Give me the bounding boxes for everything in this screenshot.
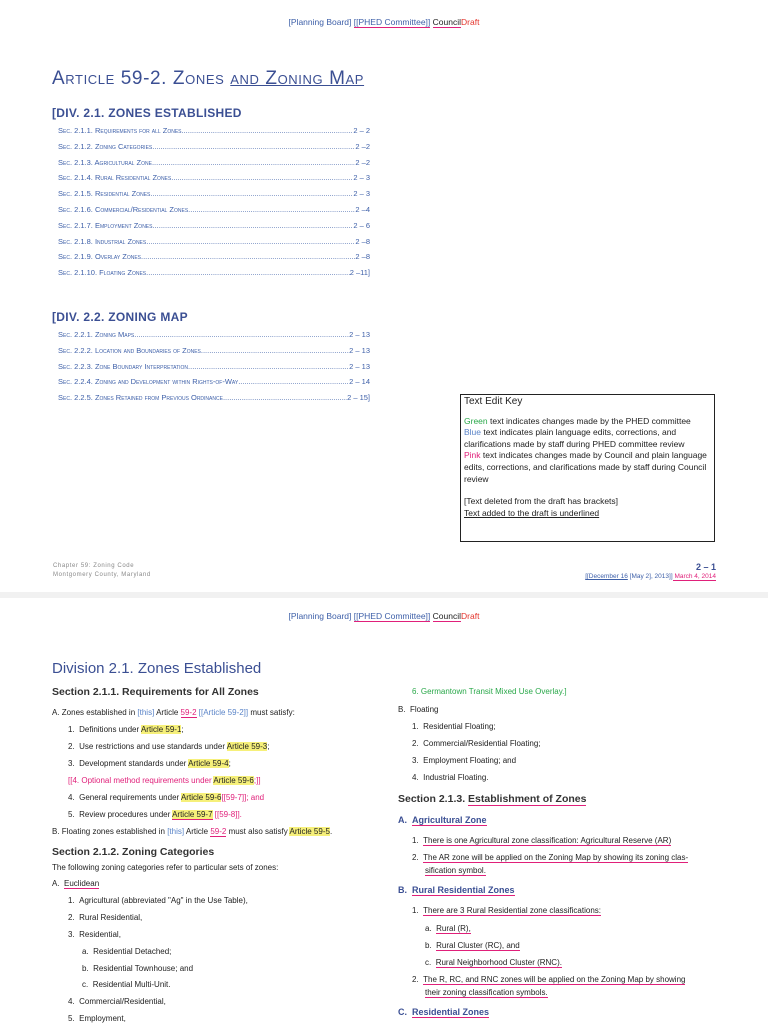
s213-title: Establishment of Zones	[468, 793, 587, 805]
toc-entry[interactable]	[58, 158, 370, 167]
rr2-text-a: The R, RC, and RNC zones will be applied on the Zoning Map by showing	[423, 975, 686, 984]
euclidean-item	[52, 879, 99, 888]
toc-entry-page: 2 – 13	[349, 361, 370, 371]
toc-entry-page: 2 – 13	[349, 330, 370, 339]
phed-committee-label: [[PHED Committee]]	[353, 17, 431, 27]
toc-entry-page: 2 – 3	[353, 189, 370, 199]
agricultural-zone-heading	[398, 815, 487, 825]
article-title	[52, 68, 364, 90]
category-item	[68, 913, 142, 922]
toc-leader-dots	[152, 158, 355, 167]
toc-leader-dots	[146, 237, 355, 246]
toc-entry[interactable]	[58, 393, 370, 402]
rr-subitem	[425, 924, 471, 933]
item-number: 3.	[412, 756, 419, 765]
section-2-1-2-heading: Section 2.1.2. Zoning Categories	[52, 846, 215, 858]
footer-chapter: Chapter 59: Zoning Code	[53, 563, 135, 569]
division-title: Division 2.1. Zones Established	[52, 660, 262, 677]
floating-subitem	[412, 722, 496, 731]
residential-subitem	[82, 964, 193, 973]
toc-entry-page: 2 – 15]	[347, 393, 370, 403]
toc-entry-label: Sec. 2.1.5. Residential Zones	[58, 189, 151, 199]
page-separator	[0, 592, 768, 598]
item-text: Rural (R),	[436, 924, 471, 933]
rr-item-2-cont	[425, 988, 548, 997]
rr-item-1: 1. There are 3 Rural Residential zone classifications:	[412, 906, 601, 915]
item-number: 2.	[412, 739, 419, 748]
toc-entry[interactable]	[58, 346, 370, 355]
category-item	[68, 997, 166, 1006]
page2-header	[0, 611, 768, 621]
key-pink-text: text indicates changes made by Council and plain language edits, corrections, and clarifications made by staff during Council review	[464, 450, 707, 484]
cat4-text: Commercial/Residential,	[79, 997, 166, 1006]
toc-entry-label: Sec. 2.1.4. Rural Residential Zones	[58, 173, 172, 183]
rz-label: Residential Zones	[412, 1007, 490, 1017]
toc-entry-page: 2 – 6	[353, 220, 370, 230]
toc-leader-dots	[188, 362, 349, 371]
item-number: a.	[82, 947, 89, 956]
item-number: 1.	[412, 722, 419, 731]
section-2-1-1-heading: Section 2.1.1. Requirements for All Zones	[52, 686, 259, 698]
rr-label: Rural Residential Zones	[412, 885, 515, 895]
date-may: [May 2], 2013]]	[627, 573, 673, 580]
planning-board-label: [Planning Board]	[288, 17, 352, 27]
rr2-text-b: their zoning classification symbols.	[425, 988, 548, 997]
item-end: ;	[267, 742, 270, 751]
item-number: 1.	[68, 896, 75, 905]
ag2-text-a: The AR zone will be applied on the Zoning Map by showing its zoning clas-	[423, 853, 689, 862]
toc-entry-label: Sec. 2.1.3. Agricultural Zone	[58, 157, 152, 167]
toc-entry[interactable]	[58, 268, 370, 277]
ag-letter: A.	[398, 815, 407, 825]
item-number: 3.	[68, 759, 75, 768]
euclidean-letter: A.	[52, 879, 60, 888]
toc-entry-page: 2 – 3	[353, 173, 370, 183]
a4-opt-ref: Article 59-6	[213, 776, 254, 785]
text-edit-key-box	[460, 394, 715, 542]
item-b-floating	[52, 827, 332, 836]
item-number: 2.	[68, 742, 75, 751]
item-end: ;	[228, 759, 231, 768]
toc-entry-page: 2 –8	[355, 236, 370, 246]
draft-label: Draft	[461, 611, 480, 621]
item-number: 2.	[68, 913, 75, 922]
toc-entry-label: Sec. 2.2.2. Location and Boundaries of Zones	[58, 345, 201, 355]
cat4-num: 4.	[68, 997, 75, 1006]
a-sublist-item	[68, 742, 269, 751]
ag-item-1: 1. There is one Agricultural zone classification: Agricultural Reserve (AR)	[412, 836, 672, 845]
a-sublist-item	[68, 759, 231, 768]
item-text: Definitions under	[79, 725, 141, 734]
a-mid: Article	[154, 708, 181, 717]
a-tail: must satisfy:	[248, 708, 295, 717]
toc-entry-label: Sec. 2.1.1. Requirements for all Zones	[58, 126, 182, 135]
item-number: b.	[82, 963, 89, 973]
toc-entry[interactable]	[58, 173, 370, 182]
toc-entry[interactable]	[58, 362, 370, 371]
toc-entry[interactable]	[58, 205, 370, 214]
council-label: Council	[432, 17, 462, 27]
article-reference: Article 59-4	[188, 759, 229, 768]
toc-leader-dots	[141, 252, 355, 261]
ag-label: Agricultural Zone	[412, 815, 487, 825]
rural-residential-heading	[398, 885, 515, 895]
a-prefix: A. Zones established in	[52, 708, 138, 717]
floating-subitem	[412, 756, 516, 765]
toc-entry-page: 2 –8	[355, 252, 370, 262]
a5-pre: Review procedures under	[79, 810, 173, 819]
a-ref: 59-2	[180, 708, 197, 717]
item-a5	[68, 810, 242, 819]
phed-committee-label: [[PHED Committee]]	[353, 611, 431, 621]
key-blue-text: text indicates plain language edits, corrections, and clarifications made by staff during PHED committee review	[464, 427, 685, 449]
toc-entry-label: Sec. 2.1.8. Industrial Zones	[58, 236, 147, 246]
rz-letter: C.	[398, 1007, 407, 1017]
item-number: 3.	[68, 930, 75, 939]
b-ref: 59-2	[210, 827, 227, 836]
toc-entry-page: 2 – 14	[349, 377, 370, 387]
b-tail: must also satisfy	[226, 827, 290, 836]
item-text: Rural Cluster (RC), and	[436, 941, 520, 950]
item-text: Commercial/Residential Floating;	[423, 739, 541, 748]
toc-entry-label: Sec. 2.2.4. Zoning and Development within Rights-of-Way	[58, 377, 239, 387]
section-2-1-2-intro: The following zoning categories refer to particular sets of zones:	[52, 863, 279, 872]
toc-entry[interactable]	[58, 377, 370, 386]
item-a-zones-established	[52, 708, 295, 717]
toc-entry-page: 2 –4	[355, 205, 370, 214]
item-text: Rural Residential,	[79, 913, 143, 922]
item-number: 4.	[412, 773, 419, 782]
euclidean-label: Euclidean	[64, 879, 100, 888]
item-text: Development standards under	[79, 759, 189, 768]
item-a4-optional	[68, 776, 261, 785]
toc-entry-label: Sec. 2.2.5. Zones Retained from Previous Ordinance	[58, 393, 223, 403]
draft-label: Draft	[461, 17, 480, 27]
toc-entry-label: Sec. 2.1.9. Overlay Zones	[58, 252, 141, 262]
toc-entry-label: Sec. 2.1.10. Floating Zones	[58, 268, 147, 278]
item-number: b.	[425, 941, 432, 950]
toc-leader-dots	[201, 346, 349, 355]
residential-zones-heading	[398, 1007, 489, 1017]
a5-post: [[59-8]].	[212, 810, 242, 819]
toc-entry-page: 2 –2	[355, 141, 370, 151]
a4-opt-end: ;]]	[253, 776, 261, 785]
article-reference: Article 59-1	[140, 725, 182, 734]
item-number: c.	[425, 958, 432, 967]
key-pink-line	[464, 450, 711, 485]
floating-item	[398, 705, 438, 714]
residential-subitem	[82, 980, 171, 989]
key-blue-word: Blue	[464, 427, 482, 438]
ag1-text: There is one Agricultural zone classification: Agricultural Reserve (AR)	[423, 836, 672, 845]
div-2-1-heading: [DIV. 2.1. ZONES ESTABLISHED	[52, 106, 242, 120]
floating-letter: B.	[398, 705, 406, 714]
text-edit-key-title: Text Edit Key	[464, 396, 523, 407]
a5-num: 5.	[68, 810, 75, 819]
item-text: Residential Townhouse; and	[93, 963, 194, 973]
residential-subitem	[82, 947, 171, 956]
floating-label: Floating	[410, 705, 439, 714]
toc-leader-dots	[223, 393, 347, 402]
ag-item-2-cont	[425, 866, 486, 875]
toc-entry-label: Sec. 2.1.7. Employment Zones	[58, 220, 153, 230]
key-deleted-line: [Text deleted from the draft has brackets]	[464, 496, 619, 507]
a-sublist-item	[68, 725, 184, 734]
council-label: Council	[432, 611, 462, 621]
toc-entry-page: 2 –2	[355, 157, 370, 167]
b-mid: Article	[184, 827, 211, 836]
cat5-num: 5.	[68, 1014, 75, 1023]
key-green-line	[464, 416, 711, 428]
b-end: .	[329, 827, 333, 836]
toc-entry[interactable]	[58, 142, 370, 151]
toc-leader-dots	[152, 142, 355, 151]
toc-entry-label: Sec. 2.2.3. Zone Boundary Interpretation	[58, 361, 189, 371]
toc-entry[interactable]	[58, 330, 370, 339]
floating-subitem	[412, 739, 541, 748]
item-number: a.	[425, 924, 432, 933]
item-number: 1.	[68, 725, 75, 734]
article-reference: Article 59-3	[226, 742, 268, 751]
rr-subitem	[425, 941, 520, 950]
a5-ref: Article 59-7	[172, 810, 213, 819]
toc-entry[interactable]	[58, 189, 370, 198]
toc-leader-dots	[188, 205, 355, 214]
toc-entry-page: 2 – 2	[353, 126, 370, 135]
article-title-added: and Zoning Map	[230, 68, 365, 89]
item-text: Residential Multi-Unit.	[92, 980, 171, 989]
key-added-line: Text added to the draft is underlined	[464, 507, 600, 518]
item-text: Residential,	[79, 930, 121, 939]
item-text: Rural Neighborhood Cluster (RNC).	[435, 958, 562, 967]
toc-leader-dots	[152, 221, 353, 230]
a4-pre: General requirements under	[79, 793, 181, 802]
toc-entry-label: Sec. 2.1.6. Commercial/Residential Zones	[58, 205, 189, 214]
item-text: Industrial Floating.	[423, 773, 489, 782]
toc-entry[interactable]	[58, 221, 370, 230]
category-item	[68, 930, 121, 939]
toc-entry[interactable]	[58, 126, 370, 135]
a4-num: 4.	[68, 793, 75, 802]
floating-subitem	[412, 773, 489, 782]
cat5-text: Employment,	[79, 1014, 126, 1023]
ag-item-2: 2. The AR zone will be applied on the Zoning Map by showing its zoning clas-	[412, 853, 689, 862]
a4-post: [[59-7]]; and	[221, 793, 265, 802]
item-text: Residential Floating;	[423, 722, 496, 731]
item-text: Employment Floating; and	[423, 756, 517, 765]
toc-entry[interactable]	[58, 237, 370, 246]
toc-leader-dots	[238, 377, 349, 386]
footer-county: Montgomery County, Maryland	[53, 572, 151, 578]
key-green-text: text indicates changes made by the PHED committee	[487, 415, 691, 426]
planning-board-label: [Planning Board]	[288, 611, 352, 621]
key-pink-word: Pink	[464, 450, 481, 461]
overlay-item-6: 6. Germantown Transit Mixed Use Overlay.]	[412, 687, 567, 696]
b-ref-2: Article 59-5	[289, 827, 330, 836]
b-prefix: B. Floating zones established in	[52, 827, 168, 836]
toc-leader-dots	[150, 189, 353, 198]
toc-leader-dots	[171, 173, 353, 182]
item-text: Use restrictions and use standards under	[79, 742, 227, 751]
category-item	[68, 1014, 126, 1023]
a4-opt-text: [[4. Optional method requirements under	[68, 776, 214, 785]
item-number: c.	[82, 980, 89, 989]
category-item	[68, 896, 248, 905]
toc-entry-page: 2 – 13	[349, 345, 370, 355]
page-number: 2 – 1	[695, 562, 716, 572]
page1-header	[0, 17, 768, 27]
toc-entry[interactable]	[58, 252, 370, 261]
toc-entry-label: Sec. 2.1.2. Zoning Categories	[58, 141, 153, 151]
rr1-text: There are 3 Rural Residential zone classifications:	[423, 906, 601, 915]
ag2-text-b: sification symbol.	[425, 866, 486, 875]
toc-leader-dots	[182, 126, 354, 135]
div-2-2-heading: [DIV. 2.2. ZONING MAP	[52, 310, 188, 324]
key-blue-line	[464, 427, 711, 450]
item-text: Residential Detached;	[93, 947, 172, 956]
a-this: [this]	[137, 708, 155, 717]
item-a4	[68, 793, 264, 802]
section-2-1-3-heading	[398, 793, 586, 805]
rr-item-2: 2. The R, RC, and RNC zones will be applied on the Zoning Map by showing	[412, 975, 686, 984]
a-bracket: [[Article 59-2]]	[196, 708, 249, 717]
item-end: ;	[181, 725, 184, 734]
toc-leader-dots	[146, 268, 350, 277]
article-title-main: Article 59-2. Zones	[52, 68, 231, 89]
footer-dates	[585, 573, 716, 580]
rr-subitem	[425, 958, 562, 967]
toc-entry-page: 2 –11]	[349, 268, 370, 278]
item-text: Agricultural (abbreviated "Ag" in the Use Table),	[79, 896, 248, 905]
date-march: March 4, 2014	[672, 573, 716, 580]
toc-leader-dots	[134, 330, 349, 339]
b-this: [this]	[167, 827, 185, 836]
date-december: [[December 16	[585, 573, 628, 580]
toc-entry-label: Sec. 2.2.1. Zoning Maps	[58, 330, 135, 339]
key-green-word: Green	[464, 415, 488, 426]
s213-prefix: Section 2.1.3.	[398, 793, 469, 805]
rr-letter: B.	[398, 885, 407, 895]
a4-ref: Article 59-6	[180, 793, 222, 802]
